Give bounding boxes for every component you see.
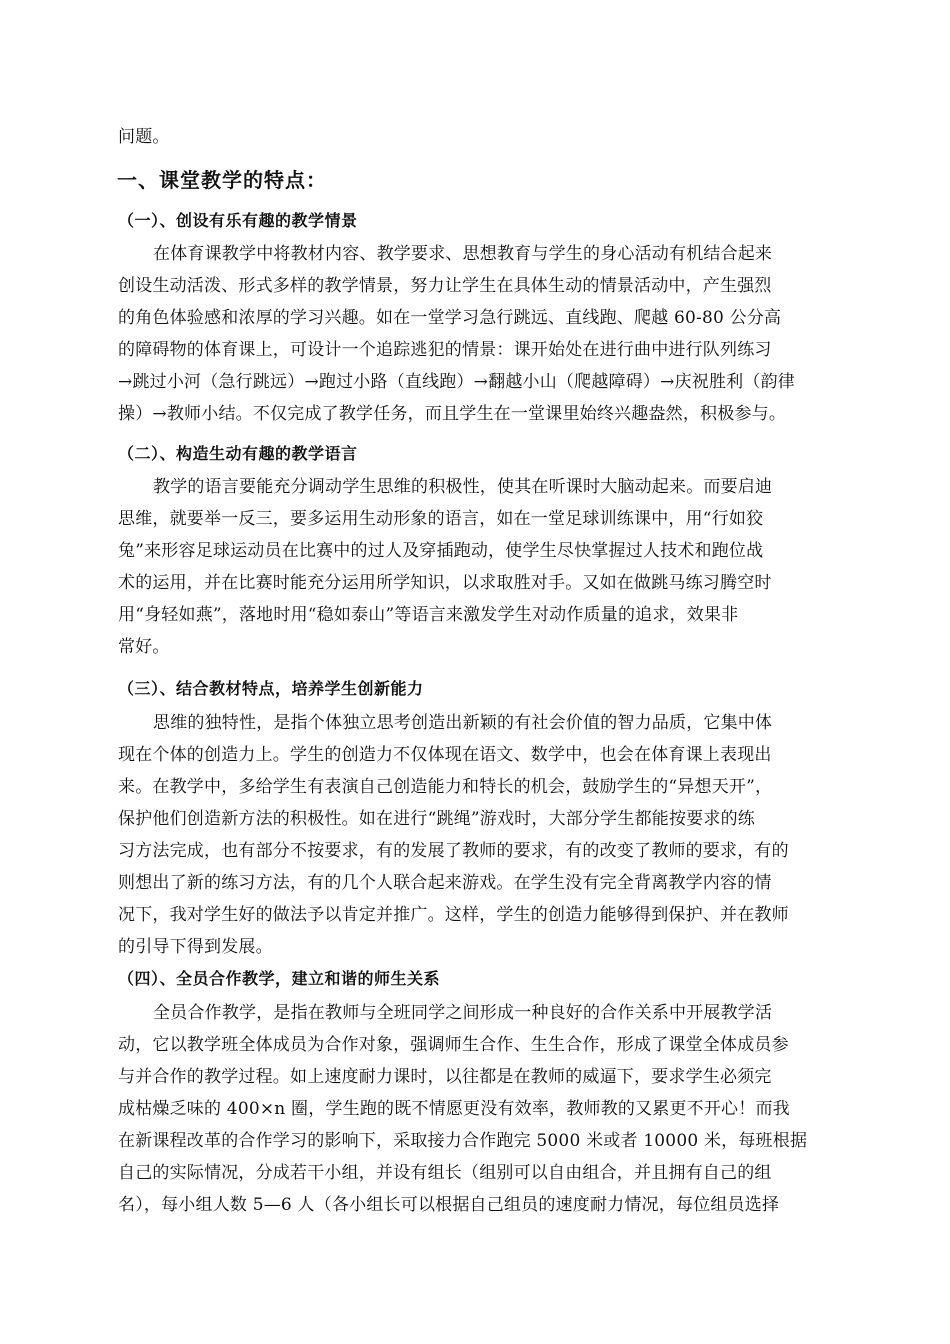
paragraph-line: 全员合作教学，是指在教师与全班同学之间形成一种良好的合作关系中开展教学活	[153, 1003, 773, 1023]
paragraph-line: 思维的独特性，是指个体独立思考创造出新颖的有社会价值的智力品质，它集中体	[153, 713, 773, 733]
intro-line: 问题。	[118, 127, 170, 147]
paragraph-line: 成枯燥乏味的 400×n 圈，学生跑的既不情愿更没有效率，教师教的又累更不开心！而我	[118, 1099, 790, 1119]
paragraph-line: 况下，我对学生好的做法予以肯定并推广。这样，学生的创造力能够得到保护、并在教师	[118, 905, 789, 925]
paragraph-line: 现在个体的创造力上。学生的创造力不仅体现在语文、数学中，也会在体育课上表现出	[118, 745, 772, 765]
paragraph-line: 思维，就要举一反三，要多运用生动形象的语言，如在一堂足球训练课中，用“行如狡	[118, 509, 764, 529]
paragraph-line: 与并合作的教学过程。如上速度耐力课时，以往都是在教师的威逼下，要求学生必须完	[118, 1067, 772, 1087]
paragraph-line: 习方法完成，也有部分不按要求，有的发展了教师的要求，有的改变了教师的要求，有的	[118, 841, 789, 861]
section-2-title: （二）、构造生动有趣的教学语言	[118, 444, 358, 463]
paragraph-line: 名），每小组人数 5—6 人（各小组长可以根据自己组员的速度耐力情况，每位组员选择	[118, 1195, 780, 1215]
paragraph-line: 在体育课教学中将教材内容、教学要求、思想教育与学生的身心活动有机结合起来	[153, 244, 773, 264]
paragraph-line: 兔”来形容足球运动员在比赛中的过人及穿插跑动，使学生尽快掌握过人技术和跑位战	[118, 541, 764, 561]
paragraph-line: 在新课程改革的合作学习的影响下，采取接力合作跑完 5000 米或者 10000 米，每班根据	[118, 1131, 808, 1151]
section-1-title: （一）、创设有乐有趣的教学情景	[118, 211, 358, 230]
paragraph-line: 保护他们创造新方法的积极性。如在进行“跳绳”游戏时，大部分学生都能按要求的练	[118, 809, 755, 829]
paragraph-line: 术的运用，并在比赛时能充分运用所学知识，以求取胜对手。又如在做跳马练习腾空时	[118, 573, 772, 593]
paragraph-line: 操）→教师小结。不仅完成了教学任务，而且学生在一堂课里始终兴趣盎然，积极参与。	[118, 404, 787, 424]
paragraph-line: 动，它以教学班全体成员为合作对象，强调师生合作、生生合作，形成了课堂全体成员参	[118, 1035, 789, 1055]
paragraph-line: →跳过小河（急行跳远）→跑过小路（直线跑）→翻越小山（爬越障碍）→庆祝胜利（韵律	[118, 372, 795, 392]
main-heading: 一、课堂教学的特点：	[117, 168, 327, 192]
paragraph-line: 的障碍物的体育课上，可设计一个追踪逃犯的情景：课开始处在进行曲中进行队列练习	[118, 340, 772, 360]
paragraph-line: 教学的语言要能充分调动学生思维的积极性，使其在听课时大脑动起来。而要启迪	[153, 477, 773, 497]
paragraph-line: 创设生动活泼、形式多样的教学情景，努力让学生在具体生动的情景活动中，产生强烈	[118, 276, 772, 296]
paragraph-line: 自己的实际情况，分成若干小组，并设有组长（组别可以自由组合，并且拥有自己的组	[118, 1163, 772, 1183]
paragraph-line: 用“身轻如燕”，落地时用“稳如泰山”等语言来激发学生对动作质量的追求，效果非	[118, 605, 739, 625]
paragraph-line: 则想出了新的练习方法，有的几个人联合起来游戏。在学生没有完全背离教学内容的情	[118, 873, 772, 893]
section-3-title: （三）、结合教材特点，培养学生创新能力	[118, 679, 424, 698]
paragraph-line: 的角色体验感和浓厚的学习兴趣。如在一堂学习急行跳远、直线跑、爬越 60-80 公分高	[118, 308, 782, 328]
paragraph-line: 常好。	[118, 637, 170, 657]
paragraph-line: 来。在教学中，多给学生有表演自己创造能力和特长的机会，鼓励学生的“异想天开”，	[118, 777, 773, 797]
paragraph-line: 的引导下得到发展。	[118, 937, 273, 957]
section-4-title: （四）、全员合作教学，建立和谐的师生关系	[118, 969, 441, 988]
